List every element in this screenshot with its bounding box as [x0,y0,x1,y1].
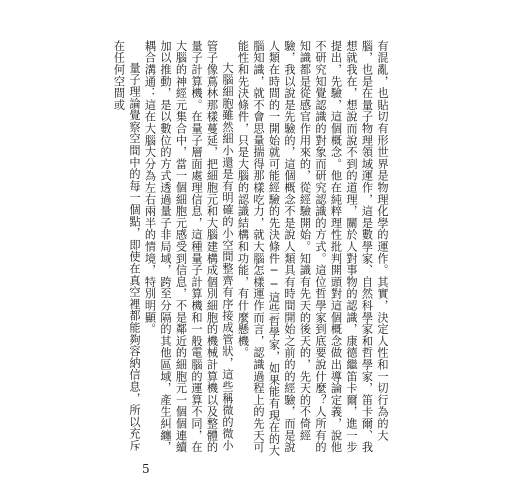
paragraph: 量子理論覺察空間中的每一個點，即使在真空裡都能夠容納信息，所以充斥在任何空間或 [112,40,141,452]
paragraph: 大腦細胞雖然細小還是有明確的小空間整齊有序接成管狀，這些稱微的微小管子像蔦林那樣蔓延，把細胞元和大腦建構成個別細胞的機械計算機以及整體的量子計算機。在量子層面處理信息，這種量子計算機和一般電腦的運算不同，在大腦的神經元集合中，當一個細胞元感受到信息，不是鄰近的細胞元一個個連續加以推動，是以數位的方式透過量子非局域，跨至分隔的其他區域，產生糾纏，耦合溝通：這在大腦大分為左右兩半的情境，特別明顯。 [143,40,234,453]
page-number: 5 [142,462,150,476]
paragraph: 有混亂，也貼切有形世界是物理化學的運作。其實，決定人性和一切行為的大腦，也是在量子物理領域運作，這是數學家、自然科學家和哲學家，笛卡爾、我想就我在，想說而說不到的道理，關於人對事物的認識，康德繼笛卡爾，進一步提出，先驗，這個概念。他在純粹理性批判開頭對這個概念做出導論定義，說他不研究知覺認識的對象而研究認識的方式。這位哲學家到底要說什麼？人所有的知識都是從感官作用來的，從經驗開始。知識有先天的後天的，先天的不倚經驗，我以說是先驗的，這個概念不是說人類具有時間開始之前的的經驗，而是說人類在時間的一開始就可能經驗的先決條件──這些哲學家，如果能有現在的大腦知識，就不會思量揣得那樣吃力，就大腦怎樣運作而言，認識過程上的先天可能性和先決條件，只是大腦的認識結構和功能，有什麼懸機。 [236,40,389,457]
body-text [112,40,390,460]
